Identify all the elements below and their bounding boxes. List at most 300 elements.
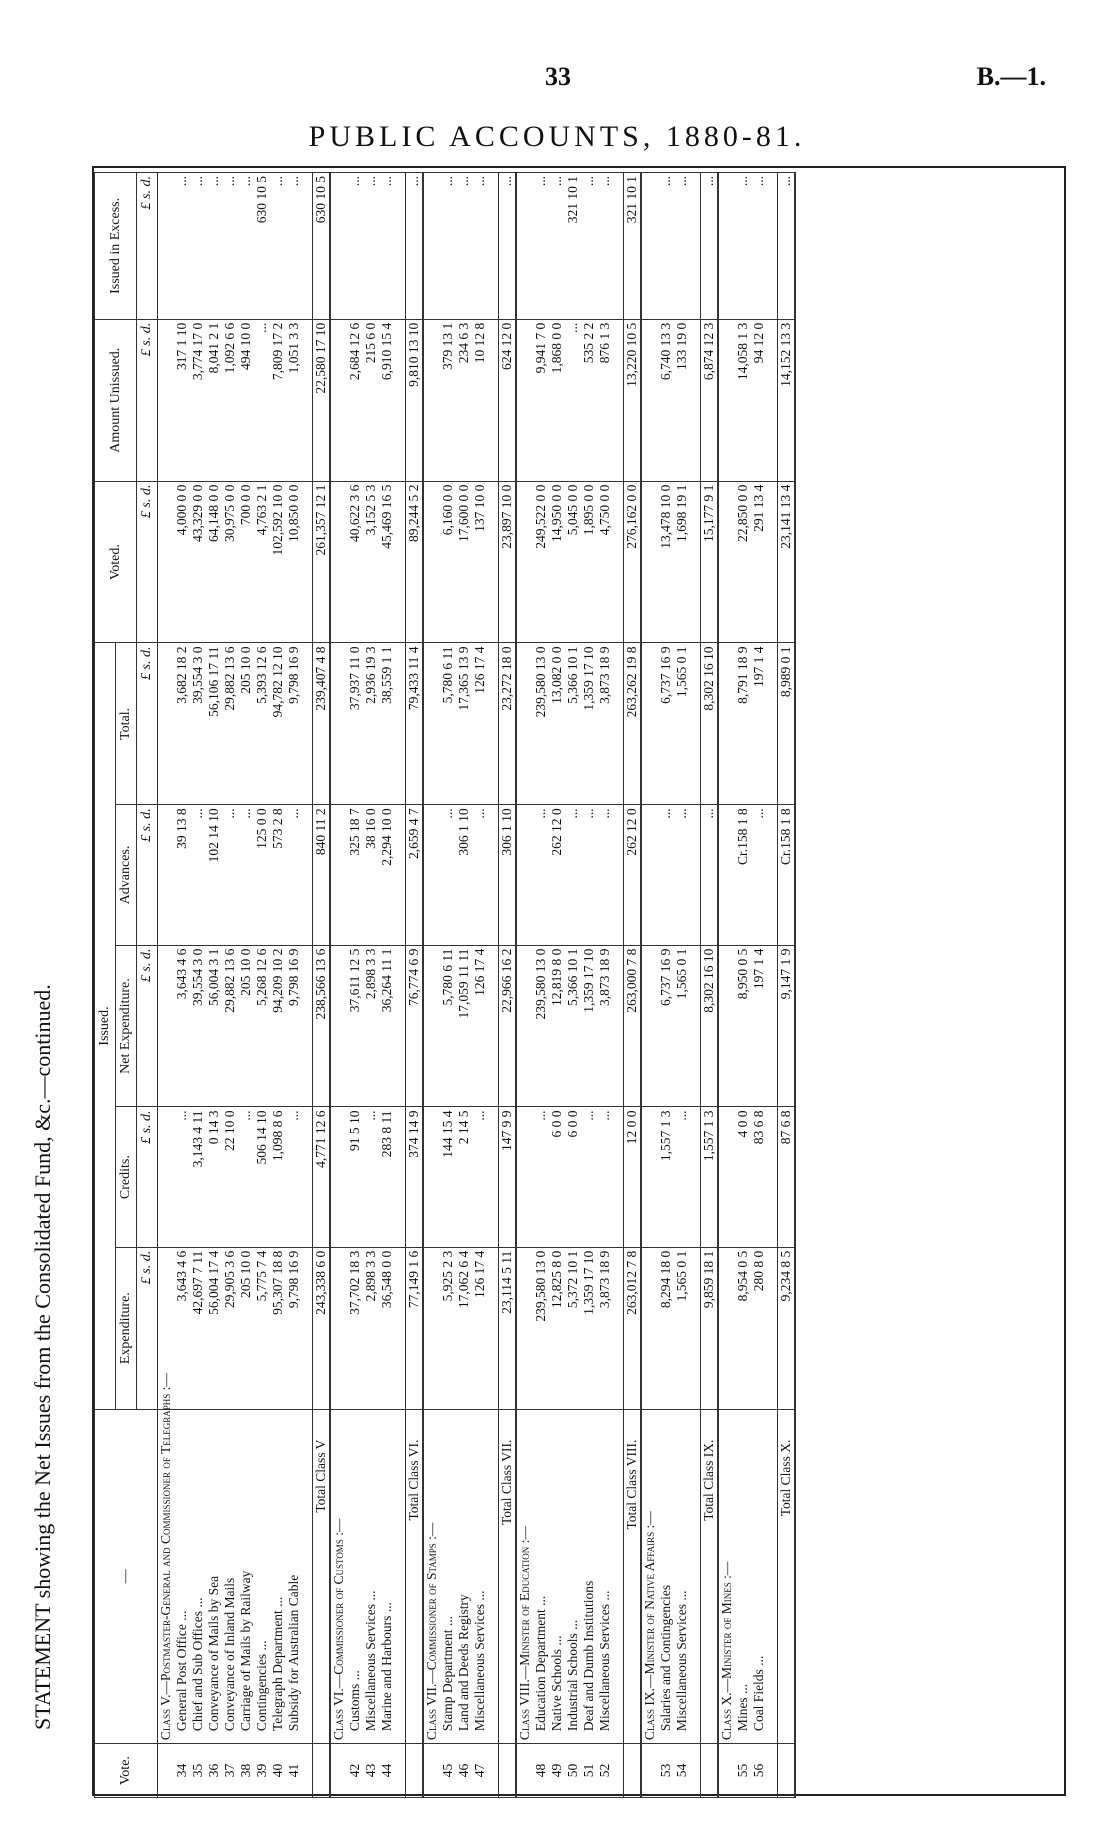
amount-unissued-cell: 6,740 13 3 <box>658 319 674 481</box>
empty-cell <box>718 805 735 945</box>
total-cell: 56,106 17 11 <box>206 643 222 805</box>
empty-cell <box>690 1247 701 1409</box>
vote-number: 55 <box>735 1744 751 1798</box>
advances-cell: ... <box>581 805 597 945</box>
amount-unissued-cell: 10 12 8 <box>472 319 488 481</box>
total-advances-cell: 262 12 0 <box>624 805 642 945</box>
item-label: Subsidy for Australian Cable <box>286 1409 302 1743</box>
advances-cell: 39 13 8 <box>174 805 190 945</box>
total-total-cell: 23,272 18 0 <box>499 643 517 805</box>
vote-number: 40 <box>270 1744 286 1798</box>
table-row <box>254 173 270 1798</box>
total-total-cell: 79,433 11 4 <box>406 643 424 805</box>
issued-in-excess-cell: ... <box>456 173 472 320</box>
total-net-expenditure-cell: 76,774 6 9 <box>406 945 424 1107</box>
class-heading: Class V.—Postmaster-General and Commissioner of Telegraphs :— <box>158 1409 175 1743</box>
empty-cell <box>613 1107 624 1247</box>
empty-cell <box>613 945 624 1107</box>
total-total-cell: 8,989 0 1 <box>778 643 796 805</box>
empty-cell <box>158 319 175 481</box>
amount-unissued-cell: 1,051 3 3 <box>286 319 302 481</box>
credits-cell: ... <box>674 1107 690 1247</box>
total-total-cell: 239,407 4 8 <box>313 643 331 805</box>
table-row <box>238 173 254 1798</box>
advances-cell: ... <box>440 805 456 945</box>
credits-cell: 6 0 0 <box>549 1107 565 1247</box>
total-voted-cell: 261,357 12 1 <box>313 481 331 643</box>
empty-cell <box>488 1107 499 1247</box>
table-row <box>270 173 286 1798</box>
total-total-cell: 263,262 19 8 <box>624 643 642 805</box>
voted-cell: 10,850 0 0 <box>286 481 302 643</box>
credits-cell: 91 5 10 <box>347 1107 363 1247</box>
total-net-expenditure-cell: 22,966 16 2 <box>499 945 517 1107</box>
vote-cell <box>778 1744 796 1798</box>
empty-cell <box>767 173 778 320</box>
class-heading-row <box>423 173 440 1798</box>
expenditure-cell: 12,825 8 0 <box>549 1247 565 1409</box>
voted-cell: 137 10 0 <box>472 481 488 643</box>
class-heading-row <box>330 173 347 1798</box>
credits-cell: ... <box>597 1107 613 1247</box>
total-amount-unissued-cell: 624 12 0 <box>499 319 517 481</box>
total-amount-unissued-cell: 14,152 13 3 <box>778 319 796 481</box>
empty-cell <box>641 805 658 945</box>
empty-cell <box>718 643 735 805</box>
header-total: Total. <box>116 643 137 805</box>
empty-cell <box>302 643 313 805</box>
expenditure-cell: 37,702 18 3 <box>347 1247 363 1409</box>
header-expenditure: Expenditure. <box>116 1247 137 1409</box>
issued-in-excess-cell: ... <box>347 173 363 320</box>
spacer-row <box>302 173 313 1798</box>
header-amount-unissued: Amount Unissued. <box>95 319 137 481</box>
table-row <box>456 173 472 1798</box>
net-expenditure-cell: 239,580 13 0 <box>533 945 549 1107</box>
voted-cell: 30,975 0 0 <box>222 481 238 643</box>
expenditure-cell: 56,004 17 4 <box>206 1247 222 1409</box>
voted-cell: 4,000 0 0 <box>174 481 190 643</box>
total-voted-cell: 23,141 13 4 <box>778 481 796 643</box>
empty-cell <box>423 945 440 1107</box>
credits-cell: 6 0 0 <box>565 1107 581 1247</box>
vote-number: 44 <box>379 1744 395 1798</box>
issued-in-excess-cell: ... <box>286 173 302 320</box>
item-label: Salaries and Contingencies <box>658 1409 674 1743</box>
total-label: Total Class X. <box>778 1409 796 1743</box>
total-label: Total Class IX. <box>701 1409 719 1743</box>
credits-cell: 4 0 0 <box>735 1107 751 1247</box>
spacer-row <box>767 173 778 1798</box>
credits-cell: 2 14 5 <box>456 1107 472 1247</box>
total-cell: 197 1 4 <box>751 643 767 805</box>
voted-cell: 291 13 4 <box>751 481 767 643</box>
empty-cell <box>158 173 175 320</box>
page-number: 33 <box>545 62 571 91</box>
net-expenditure-cell: 197 1 4 <box>751 945 767 1107</box>
class-heading: Class IX.—Minister of Native Affairs :— <box>641 1409 658 1743</box>
total-issued-in-excess-cell: ... <box>701 173 719 320</box>
total-label: Total Class VI. <box>406 1409 424 1743</box>
issued-in-excess-cell: ... <box>363 173 379 320</box>
unit-lsd: £ s. d. <box>137 481 158 643</box>
net-expenditure-cell: 39,554 3 0 <box>190 945 206 1107</box>
unit-lsd: £ s. d. <box>137 805 158 945</box>
empty-cell <box>690 805 701 945</box>
empty-cell <box>395 1107 406 1247</box>
total-advances-cell: 2,659 4 7 <box>406 805 424 945</box>
total-credits-cell: 1,557 1 3 <box>701 1107 719 1247</box>
empty-cell <box>423 643 440 805</box>
expenditure-cell: 1,565 0 1 <box>674 1247 690 1409</box>
empty-cell <box>330 805 347 945</box>
empty-cell <box>395 1409 406 1743</box>
credits-cell: ... <box>533 1107 549 1247</box>
accounts-table-frame <box>92 166 1066 1796</box>
item-label: Carriage of Mails by Railway <box>238 1409 254 1743</box>
total-cell: 205 10 0 <box>238 643 254 805</box>
class-total-row <box>406 173 424 1798</box>
total-voted-cell: 23,897 10 0 <box>499 481 517 643</box>
empty-cell <box>690 643 701 805</box>
vote-number: 38 <box>238 1744 254 1798</box>
total-amount-unissued-cell: 6,874 12 3 <box>701 319 719 481</box>
empty-cell <box>613 173 624 320</box>
net-expenditure-cell: 94,209 10 2 <box>270 945 286 1107</box>
net-expenditure-cell: 9,798 16 9 <box>286 945 302 1107</box>
total-expenditure-cell: 23,114 5 11 <box>499 1247 517 1409</box>
unit-lsd: £ s. d. <box>137 319 158 481</box>
empty-cell <box>488 643 499 805</box>
unit-lsd: £ s. d. <box>137 945 158 1107</box>
total-issued-in-excess-cell: ... <box>778 173 796 320</box>
amount-unissued-cell: 94 12 0 <box>751 319 767 481</box>
header-net-expenditure: Net Expenditure. <box>116 945 137 1107</box>
amount-unissued-cell: 3,774 17 0 <box>190 319 206 481</box>
empty-cell <box>395 1744 406 1798</box>
empty-cell <box>423 1107 440 1247</box>
empty-cell <box>302 1744 313 1798</box>
unit-lsd: £ s. d. <box>137 173 158 320</box>
vote-cell <box>330 1744 347 1798</box>
total-cell: 1,359 17 10 <box>581 643 597 805</box>
voted-cell: 14,950 0 0 <box>549 481 565 643</box>
item-label: Native Schools ... <box>549 1409 565 1743</box>
expenditure-cell: 5,372 10 1 <box>565 1247 581 1409</box>
advances-cell: ... <box>674 805 690 945</box>
item-label: Conveyance of Mails by Sea <box>206 1409 222 1743</box>
class-total-row <box>701 173 719 1798</box>
table-row <box>674 173 690 1798</box>
empty-cell <box>690 481 701 643</box>
vote-cell <box>624 1744 642 1798</box>
empty-cell <box>302 319 313 481</box>
amount-unissued-cell: 535 2 2 <box>581 319 597 481</box>
advances-cell: ... <box>472 805 488 945</box>
empty-cell <box>516 319 533 481</box>
issued-in-excess-cell: ... <box>549 173 565 320</box>
net-expenditure-cell: 5,780 6 11 <box>440 945 456 1107</box>
empty-cell <box>690 319 701 481</box>
credits-cell: ... <box>286 1107 302 1247</box>
voted-cell: 4,750 0 0 <box>597 481 613 643</box>
amount-unissued-cell: 2,684 12 6 <box>347 319 363 481</box>
credits-cell: ... <box>174 1107 190 1247</box>
item-label: Customs ... <box>347 1409 363 1743</box>
total-expenditure-cell: 9,234 8 5 <box>778 1247 796 1409</box>
total-net-expenditure-cell: 238,566 13 6 <box>313 945 331 1107</box>
empty-cell <box>690 1107 701 1247</box>
amount-unissued-cell: 1,868 0 0 <box>549 319 565 481</box>
table-row <box>379 173 395 1798</box>
issued-in-excess-cell: ... <box>222 173 238 320</box>
accounts-table-body <box>158 173 796 1798</box>
amount-unissued-cell: 14,058 1 3 <box>735 319 751 481</box>
vote-number: 42 <box>347 1744 363 1798</box>
net-expenditure-cell: 37,611 12 5 <box>347 945 363 1107</box>
advances-cell: ... <box>533 805 549 945</box>
net-expenditure-cell: 5,366 10 1 <box>565 945 581 1107</box>
empty-cell <box>395 643 406 805</box>
vote-number: 56 <box>751 1744 767 1798</box>
class-heading: Class X.—Minister of Mines :— <box>718 1409 735 1743</box>
class-heading-row <box>516 173 533 1798</box>
header-description: — <box>95 1409 158 1743</box>
total-cell: 9,798 16 9 <box>286 643 302 805</box>
empty-cell <box>330 1107 347 1247</box>
total-amount-unissued-cell: 9,810 13 10 <box>406 319 424 481</box>
vote-number: 52 <box>597 1744 613 1798</box>
total-cell: 5,393 12 6 <box>254 643 270 805</box>
net-expenditure-cell: 2,898 3 3 <box>363 945 379 1107</box>
expenditure-cell: 8,294 18 0 <box>658 1247 674 1409</box>
header-vote: Vote. <box>95 1744 158 1798</box>
issued-in-excess-cell: ... <box>472 173 488 320</box>
empty-cell <box>516 173 533 320</box>
empty-cell <box>302 1409 313 1743</box>
empty-cell <box>488 173 499 320</box>
empty-cell <box>641 173 658 320</box>
empty-cell <box>613 1409 624 1743</box>
empty-cell <box>613 805 624 945</box>
advances-cell: 306 1 10 <box>456 805 472 945</box>
vote-number: 46 <box>456 1744 472 1798</box>
class-heading: Class VII.—Commissioner of Stamps :— <box>423 1409 440 1743</box>
vote-cell <box>701 1744 719 1798</box>
credits-cell: 83 6 8 <box>751 1107 767 1247</box>
total-credits-cell: 87 6 8 <box>778 1107 796 1247</box>
net-expenditure-cell: 5,268 12 6 <box>254 945 270 1107</box>
amount-unissued-cell: 7,809 17 2 <box>270 319 286 481</box>
vote-cell <box>158 1744 175 1798</box>
issued-in-excess-cell: ... <box>206 173 222 320</box>
issued-in-excess-cell: ... <box>735 173 751 320</box>
issued-in-excess-cell: ... <box>174 173 190 320</box>
class-heading-row <box>641 173 658 1798</box>
empty-cell <box>516 805 533 945</box>
item-label: Education Department ... <box>533 1409 549 1743</box>
expenditure-cell: 5,775 7 4 <box>254 1247 270 1409</box>
expenditure-cell: 3,643 4 6 <box>174 1247 190 1409</box>
total-cell: 239,580 13 0 <box>533 643 549 805</box>
empty-cell <box>690 1409 701 1743</box>
advances-cell: ... <box>565 805 581 945</box>
empty-cell <box>613 319 624 481</box>
empty-cell <box>423 805 440 945</box>
empty-cell <box>330 1247 347 1409</box>
voted-cell: 22,850 0 0 <box>735 481 751 643</box>
total-voted-cell: 89,244 5 2 <box>406 481 424 643</box>
voted-cell: 17,600 0 0 <box>456 481 472 643</box>
empty-cell <box>516 945 533 1107</box>
voted-cell: 45,469 16 5 <box>379 481 395 643</box>
net-expenditure-cell: 126 17 4 <box>472 945 488 1107</box>
total-cell: 5,780 6 11 <box>440 643 456 805</box>
vote-cell <box>516 1744 533 1798</box>
credits-cell: ... <box>238 1107 254 1247</box>
empty-cell <box>330 319 347 481</box>
unit-lsd: £ s. d. <box>137 1247 158 1409</box>
amount-unissued-cell: 1,092 6 6 <box>222 319 238 481</box>
total-cell: 17,365 13 9 <box>456 643 472 805</box>
class-heading-row <box>718 173 735 1798</box>
empty-cell <box>488 1409 499 1743</box>
empty-cell <box>302 945 313 1107</box>
item-label: General Post Office ... <box>174 1409 190 1743</box>
advances-cell: ... <box>658 805 674 945</box>
voted-cell: 102,592 10 0 <box>270 481 286 643</box>
item-label: Contingencies ... <box>254 1409 270 1743</box>
credits-cell: 144 15 4 <box>440 1107 456 1247</box>
total-cell: 39,554 3 0 <box>190 643 206 805</box>
empty-cell <box>330 481 347 643</box>
vote-cell <box>313 1744 331 1798</box>
voted-cell: 4,763 2 1 <box>254 481 270 643</box>
advances-cell: ... <box>238 805 254 945</box>
net-expenditure-cell: 29,882 13 6 <box>222 945 238 1107</box>
statement-caption: STATEMENT showing the Net Issues from the Consolidated Fund, &c.—continued. <box>30 984 55 1730</box>
credits-cell: 3,143 4 11 <box>190 1107 206 1247</box>
amount-unissued-cell: 379 13 1 <box>440 319 456 481</box>
table-row <box>597 173 613 1798</box>
total-expenditure-cell: 263,012 7 8 <box>624 1247 642 1409</box>
advances-cell: 325 18 7 <box>347 805 363 945</box>
unit-lsd: £ s. d. <box>137 643 158 805</box>
accounts-table <box>94 172 796 1798</box>
net-expenditure-cell: 3,643 4 6 <box>174 945 190 1107</box>
total-cell: 2,936 19 3 <box>363 643 379 805</box>
empty-cell <box>423 173 440 320</box>
total-cell: 29,882 13 6 <box>222 643 238 805</box>
empty-cell <box>488 319 499 481</box>
empty-cell <box>767 805 778 945</box>
amount-unissued-cell: ... <box>254 319 270 481</box>
total-cell: 94,782 12 10 <box>270 643 286 805</box>
empty-cell <box>302 1107 313 1247</box>
total-expenditure-cell: 243,338 6 0 <box>313 1247 331 1409</box>
empty-cell <box>158 1107 175 1247</box>
empty-cell <box>423 319 440 481</box>
table-row <box>751 173 767 1798</box>
voted-cell: 1,698 19 1 <box>674 481 690 643</box>
total-credits-cell: 4,771 12 6 <box>313 1107 331 1247</box>
empty-cell <box>641 319 658 481</box>
total-cell: 8,791 18 9 <box>735 643 751 805</box>
empty-cell <box>516 481 533 643</box>
empty-cell <box>718 1107 735 1247</box>
empty-cell <box>718 319 735 481</box>
table-row <box>286 173 302 1798</box>
empty-cell <box>690 945 701 1107</box>
empty-cell <box>613 643 624 805</box>
advances-cell: ... <box>222 805 238 945</box>
vote-cell <box>718 1744 735 1798</box>
class-total-row <box>624 173 642 1798</box>
vote-cell <box>406 1744 424 1798</box>
item-label: Land and Deeds Registry <box>456 1409 472 1743</box>
spacer-row <box>488 173 499 1798</box>
empty-cell <box>767 1107 778 1247</box>
total-cell: 13,082 0 0 <box>549 643 565 805</box>
amount-unissued-cell: 494 10 0 <box>238 319 254 481</box>
vote-number: 53 <box>658 1744 674 1798</box>
expenditure-cell: 29,905 3 6 <box>222 1247 238 1409</box>
credits-cell: 506 14 10 <box>254 1107 270 1247</box>
header-advances: Advances. <box>116 805 137 945</box>
header-credits: Credits. <box>116 1107 137 1247</box>
empty-cell <box>330 945 347 1107</box>
vote-cell <box>423 1744 440 1798</box>
advances-cell: 102 14 10 <box>206 805 222 945</box>
net-expenditure-cell: 1,565 0 1 <box>674 945 690 1107</box>
total-net-expenditure-cell: 263,000 7 8 <box>624 945 642 1107</box>
empty-cell <box>718 945 735 1107</box>
spacer-row <box>395 173 406 1798</box>
amount-unissued-cell: 6,910 15 4 <box>379 319 395 481</box>
amount-unissued-cell: 8,041 2 1 <box>206 319 222 481</box>
empty-cell <box>516 643 533 805</box>
total-amount-unissued-cell: 13,220 10 5 <box>624 319 642 481</box>
voted-cell: 1,895 0 0 <box>581 481 597 643</box>
vote-number: 39 <box>254 1744 270 1798</box>
total-credits-cell: 374 14 9 <box>406 1107 424 1247</box>
credits-cell: ... <box>472 1107 488 1247</box>
voted-cell: 6,160 0 0 <box>440 481 456 643</box>
vote-number: 54 <box>674 1744 690 1798</box>
empty-cell <box>395 945 406 1107</box>
empty-cell <box>767 945 778 1107</box>
total-issued-in-excess-cell: ... <box>406 173 424 320</box>
vote-number: 48 <box>533 1744 549 1798</box>
table-row <box>363 173 379 1798</box>
advances-cell: 262 12 0 <box>549 805 565 945</box>
item-label: Miscellaneous Services ... <box>472 1409 488 1743</box>
vote-number: 37 <box>222 1744 238 1798</box>
total-voted-cell: 276,162 0 0 <box>624 481 642 643</box>
expenditure-cell: 36,548 0 0 <box>379 1247 395 1409</box>
empty-cell <box>767 1247 778 1409</box>
issued-in-excess-cell: 630 10 5 <box>254 173 270 320</box>
total-cell: 3,682 18 2 <box>174 643 190 805</box>
header-voted: Voted. <box>95 481 137 643</box>
voted-cell: 3,152 5 3 <box>363 481 379 643</box>
vote-number: 34 <box>174 1744 190 1798</box>
item-label: Stamp Department ... <box>440 1409 456 1743</box>
total-cell: 37,937 11 0 <box>347 643 363 805</box>
empty-cell <box>641 1107 658 1247</box>
empty-cell <box>330 173 347 320</box>
advances-cell: Cr.158 1 8 <box>735 805 751 945</box>
